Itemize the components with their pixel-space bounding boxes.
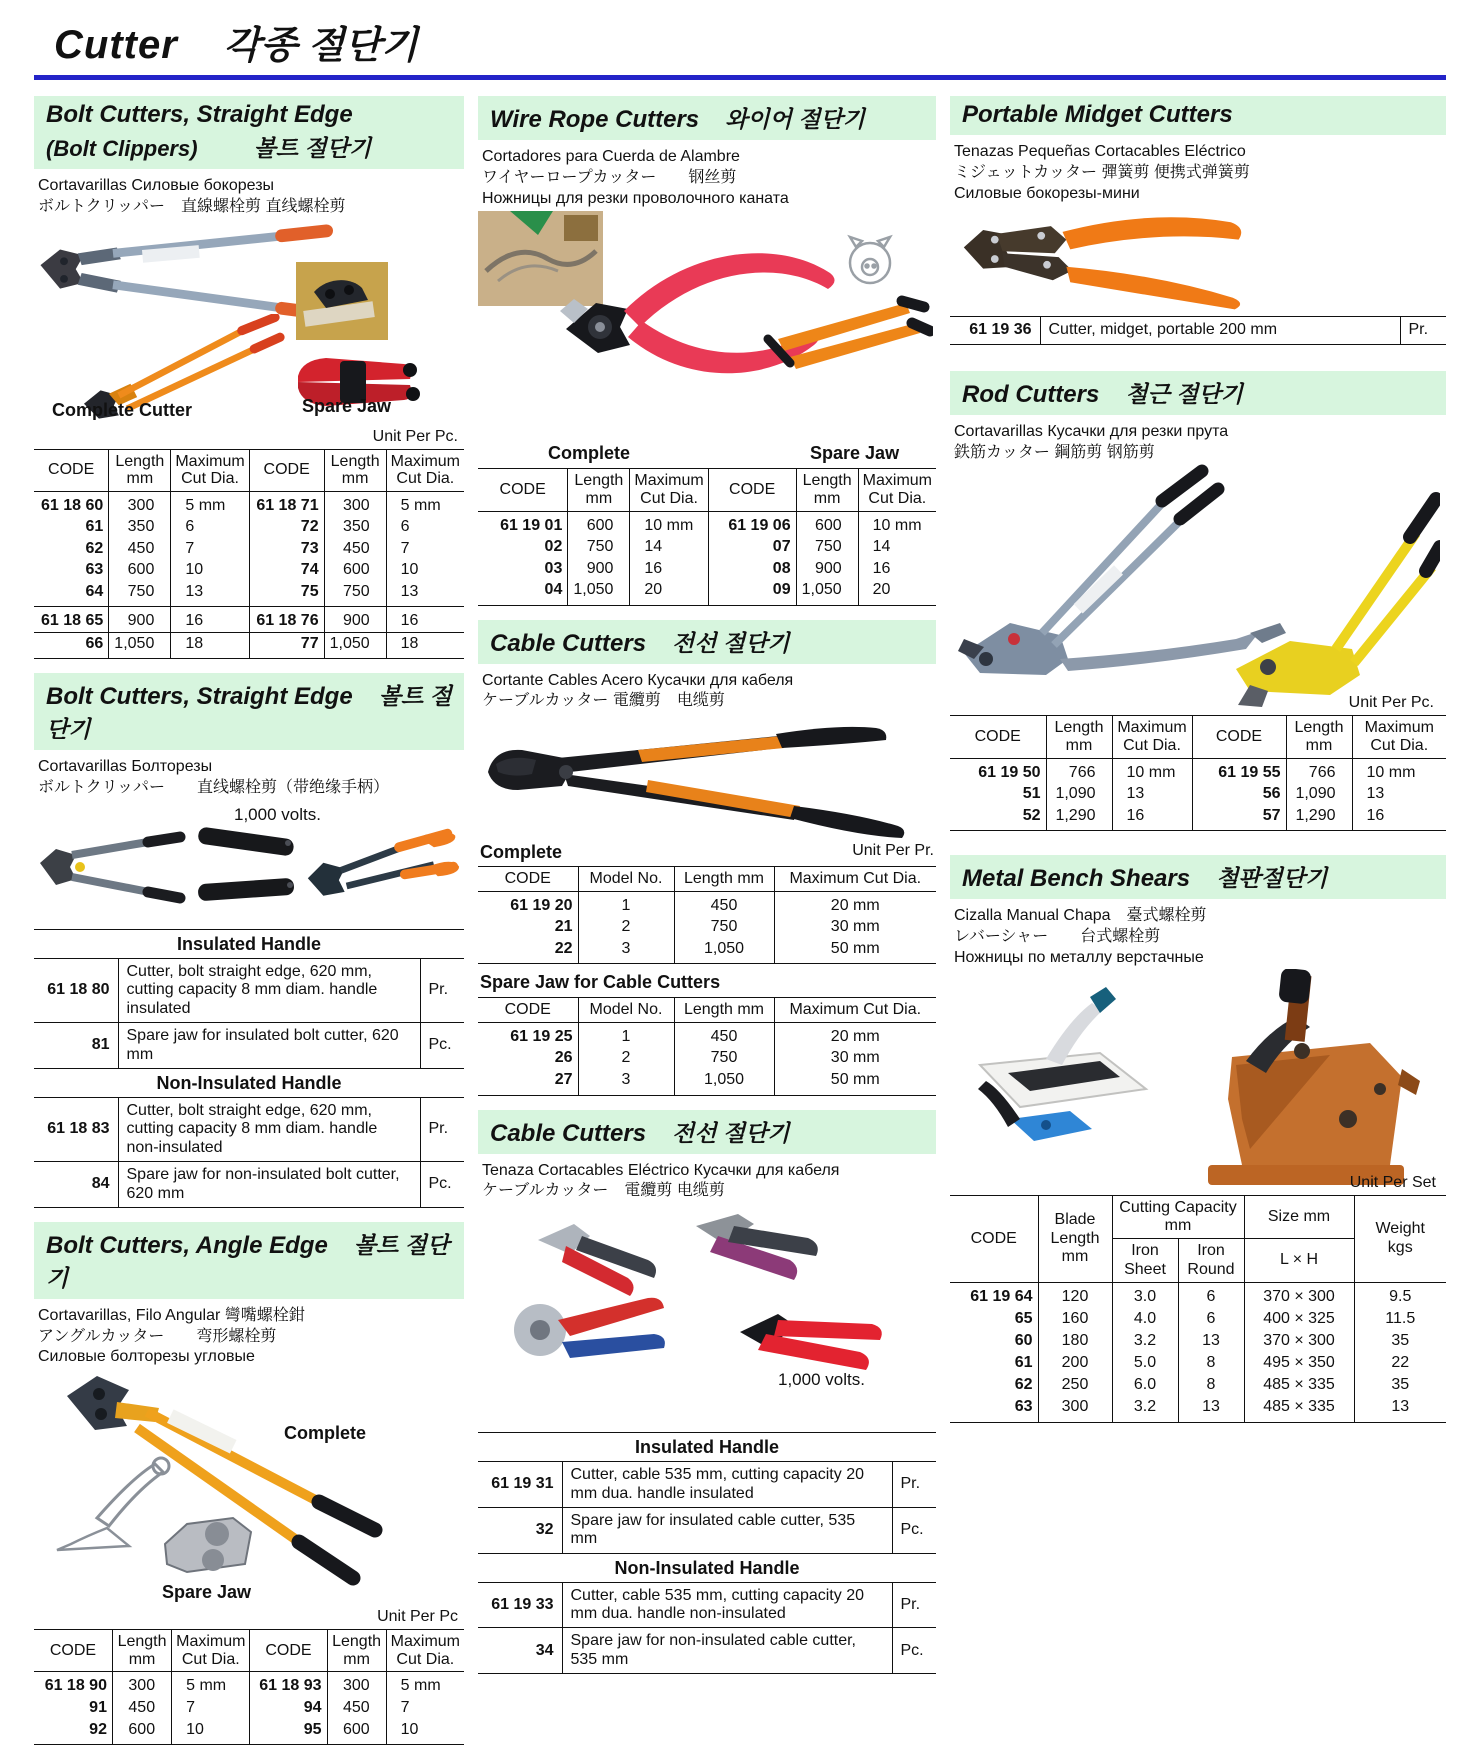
table-row: 92 600 10 95 600 10 [34, 1719, 464, 1745]
table-row: 62 250 6.0 8 485 × 335 35 [950, 1374, 1446, 1396]
language-lines: Cortavarillas Кусачки для резки прута 鉄筋カッター 鋼筋剪 钢筋剪 [954, 422, 1229, 461]
wire-rope-cutter-illustration [478, 211, 933, 441]
table-row: 34 Spare jaw for non-insulated cable cutter, 535 mm Pc. [478, 1628, 936, 1674]
page-title-ko: 각종 절단기 [223, 25, 418, 67]
table-row: 21 2 750 30 mm [478, 916, 936, 938]
voltage-note: 1,000 volts. [778, 1370, 865, 1390]
section-banner: Cable Cutters 전선 절단기 [478, 620, 936, 664]
non-insulated-handle-heading: Non-Insulated Handle [614, 1557, 800, 1578]
label-complete: Complete [480, 842, 563, 863]
table-row: 04 1,050 20 09 1,050 20 [478, 579, 936, 605]
product-images [478, 1202, 936, 1424]
cable-complete-table: CODE Model No. Length mm Maximum Cut Dia. 61 19 20 1 450 20 mm 21 2 750 30 mm 22 3 1,050 50 mm [478, 866, 936, 964]
product-images [34, 1368, 464, 1606]
section-cable-cutters-1 [478, 620, 936, 1096]
table-row: 61 18 80 Cutter, bolt straight edge, 620 mm, cutting capacity 8 mm diam. handle insulated Pr. [34, 958, 464, 1022]
product-images [478, 209, 936, 441]
angle-bolt-cutter-illustration [34, 1368, 460, 1603]
section-banner: Bolt Cutters, Angle Edge 볼트 절단기 [34, 1222, 464, 1299]
table-row: 91 450 7 94 450 7 [34, 1697, 464, 1719]
label-complete: Complete [284, 1423, 367, 1444]
pig-doodle [850, 237, 890, 283]
product-images [34, 218, 464, 426]
bolt-cutter-gray-illustration [34, 224, 339, 322]
table-row: 65 160 4.0 6 400 × 325 11.5 [950, 1308, 1446, 1330]
unit-note: Unit Per Pc [377, 1608, 458, 1626]
section-cable-cutters-2 [478, 1110, 936, 1675]
language-lines: Tenazas Pequeñas Cortacables Eléctrico ミジェットカッター 彈簧剪 便携式弹簧剪 Силовые бокорезы-мини [954, 143, 1250, 202]
table-row: 61 19 33 Cutter, cable 535 mm, cutting capacity 20 mm dua. handle non-insulated Pr. [478, 1582, 936, 1628]
spare-jaw-heading: Spare Jaw for Cable Cutters [480, 972, 721, 993]
language-lines: Cortavarillas, Filo Angular 彎嘴螺栓鉗 アングルカッター 弯形螺栓剪 Силовые болторезы угловые [38, 1306, 305, 1366]
section-rod-cutters [950, 371, 1446, 831]
title-rule [34, 75, 1446, 80]
section-portable-midget-cutters [950, 96, 1446, 345]
language-lines: Cortavarillas Силовые бокорезы ボルトクリッパー 直線螺栓剪 直线螺栓剪 [38, 177, 346, 215]
rod-cutters-illustration [950, 463, 1440, 713]
label-spare-jaw: Spare Jaw [302, 395, 392, 416]
unit-note: Unit Per Pr. [852, 842, 934, 860]
table-row: 51 1,090 13 56 1,090 13 [950, 783, 1446, 805]
non-insulated-handle-table [34, 1097, 464, 1208]
image-label-row [480, 842, 934, 863]
section-banner: Wire Rope Cutters 와이어 절단기 [478, 96, 936, 140]
table-row: 61 18 65 900 16 61 18 76 900 16 [34, 607, 464, 633]
language-lines: Cizalla Manual Chapa 臺式螺栓剪 レバーシャー 台式螺栓剪 Ножницы по металлу верстачные [954, 907, 1207, 966]
product-images [950, 463, 1446, 715]
midget-table [950, 316, 1446, 344]
language-lines: Cortavarillas Болторезы ボルトクリッパー 直线螺栓剪（带绝缘手柄） [38, 758, 390, 797]
table-row: 84 Spare jaw for non-insulated bolt cutter, 620 mm Pc. [34, 1162, 464, 1208]
section-banner: Metal Bench Shears 철판절단기 [950, 855, 1446, 899]
label-complete-cutter: Complete Cutter [52, 399, 193, 420]
table-row: 61 18 60 300 5 mm 61 18 71 300 5 mm [34, 491, 464, 516]
image-labels [478, 443, 936, 464]
unit-note: Unit Per Pc. [1348, 694, 1434, 712]
wire-rope-table: CODE Length mm Maximum Cut Dia. CODE Length mm Maximum Cut Dia. 61 19 01 600 10 mm 61 19 06 600 10 mm 02 750 14 07 750 14 03 900 16 08 900 16 04 1,050 20 09 1,050 20 [478, 468, 936, 605]
table-row: 60 180 3.2 13 370 × 300 35 [950, 1330, 1446, 1352]
table-row: 32 Spare jaw for insulated cable cutter, 535 mm Pc. [478, 1507, 936, 1553]
table-row: 66 1,050 18 77 1,050 18 [34, 632, 464, 659]
label-spare-jaw: Spare Jaw [810, 443, 900, 464]
table-row: 61 19 31 Cutter, cable 535 mm, cutting capacity 20 mm dua. handle insulated Pr. [478, 1462, 936, 1508]
section-banner [34, 96, 464, 169]
label-spare-jaw: Spare Jaw [162, 1582, 252, 1603]
bolt-straight-table: CODE Length mm Maximum Cut Dia. CODE Length mm Maximum Cut Dia. 61 18 60 300 5 mm 61 18 71 300 5 mm 61 350 6 72 350 6 62 450 7 73 450 7 63 600 10 74 600 10 64 750 13 75 750 13 61 18 65 900 16 61 18 76 900 16 66 1,050 18 77 1,050 18 [34, 449, 464, 660]
language-lines: Tenaza Cortacables Eléctrico Кусачки для кабеля ケーブルカッター 電纜剪 电缆剪 [482, 1161, 840, 1200]
divider-rule [34, 929, 464, 930]
table-row: 63 600 10 74 600 10 [34, 559, 464, 581]
table-row: 22 3 1,050 50 mm [478, 938, 936, 964]
section-title: Bolt Cutters, Straight Edge [46, 101, 353, 128]
insulated-handle-table [34, 958, 464, 1069]
table-row: 03 900 16 08 900 16 [478, 558, 936, 580]
table-row: 62 450 7 73 450 7 [34, 538, 464, 560]
table-row: 63 300 3.2 13 485 × 335 13 [950, 1396, 1446, 1423]
product-images [950, 204, 1446, 316]
section-bolt-cutters-straight-edge-1 [34, 96, 464, 659]
section-bolt-cutters-straight-edge-2 [34, 673, 464, 1208]
table-row: 61 19 20 1 450 20 mm [478, 891, 936, 916]
table-row: 26 2 750 30 mm [478, 1047, 936, 1069]
table-row: 61 19 25 1 450 20 mm [478, 1022, 936, 1047]
product-images [478, 712, 936, 840]
table-row: 61 200 5.0 8 495 × 350 22 [950, 1352, 1446, 1374]
bench-shears-table: CODE Blade Length mm Cutting Capacity mm Size mm Weight kgs Iron Sheet Iron Round L × H 61 19 64 120 3.0 6 370 × 300 9.5 65 160 4.0 6 400 × 325 11.5 60 180 3.2 13 370 × 300 35 61 200 5.0 8 495 × 350 22 62 250 6.0 8 485 × 335 35 63 300 3.2 13 485 × 335 13 [950, 1195, 1446, 1424]
section-bolt-cutters-angle-edge [34, 1222, 464, 1745]
table-row: 61 19 01 600 10 mm 61 19 06 600 10 mm [478, 511, 936, 536]
table-row: 61 19 50 766 10 mm 61 19 55 766 10 mm [950, 758, 1446, 783]
insulated-cable-table [478, 1461, 936, 1554]
section-banner: Rod Cutters 철근 절단기 [950, 371, 1446, 415]
non-insulated-handle-heading: Non-Insulated Handle [156, 1072, 342, 1093]
section-banner: Bolt Cutters, Straight Edge 볼트 절단기 [34, 673, 464, 750]
angle-edge-table: CODE Length mm Maximum Cut Dia. CODE Length mm Maximum Cut Dia. 61 18 90 300 5 mm 61 18 93 300 5 mm 91 450 7 94 450 7 92 600 10 95 600 10 [34, 1629, 464, 1745]
insulated-bolt-cutter-illustration [302, 823, 462, 917]
midget-cutter-illustration [958, 206, 1258, 312]
bolt-cutter-illustration [36, 829, 186, 907]
product-images [950, 969, 1446, 1195]
section-wire-rope-cutters [478, 96, 936, 606]
cable-spare-table: CODE Model No. Length mm Maximum Cut Dia. 61 19 25 1 450 20 mm 26 2 750 30 mm 27 3 1,050 50 mm [478, 997, 936, 1095]
table-row: 52 1,290 16 57 1,290 16 [950, 805, 1446, 831]
product-images [34, 799, 464, 921]
left-column [34, 96, 464, 1759]
table-row: 61 350 6 72 350 6 [34, 516, 464, 538]
label-complete: Complete [548, 443, 631, 464]
table-row: 61 19 36 Cutter, midget, portable 200 mm Pr. [950, 317, 1446, 344]
language-lines: Cortante Cables Acero Кусачки для кабеля ケーブルカッター 電纜剪 电缆剪 [482, 671, 794, 710]
language-lines: Cortadores para Cuerda de Alambre ワイヤーロープカッター 钢丝剪 Ножницы для резки проволочного каната [482, 148, 789, 207]
table-row: 64 750 13 75 750 13 [34, 581, 464, 607]
table-row: 02 750 14 07 750 14 [478, 536, 936, 558]
rod-cutters-table: CODE Length mm Maximum Cut Dia. CODE Length mm Maximum Cut Dia. 61 19 50 766 10 mm 61 19 55 766 10 mm 51 1,090 13 56 1,090 13 52 1,290 16 57 1,290 16 [950, 715, 1446, 831]
insulated-handle-heading: Insulated Handle [176, 933, 322, 954]
divider-rule [478, 1432, 936, 1433]
non-insulated-cable-table [478, 1582, 936, 1675]
table-row: 61 19 64 120 3.0 6 370 × 300 9.5 [950, 1283, 1446, 1309]
middle-column [478, 96, 936, 1759]
table-row: 81 Spare jaw for insulated bolt cutter, 620 mm Pc. [34, 1023, 464, 1069]
table-row: 61 18 90 300 5 mm 61 18 93 300 5 mm [34, 1672, 464, 1697]
table-row: 27 3 1,050 50 mm [478, 1069, 936, 1095]
page-title-en: Cutter [54, 23, 178, 67]
section-banner: Portable Midget Cutters [950, 96, 1446, 135]
section-subtitle: (Bolt Clippers) 볼트 절단기 [46, 135, 372, 161]
unit-note: Unit Per Pc. [372, 427, 458, 445]
spare-jaw-photo [296, 262, 388, 340]
cable-cutter-illustration [478, 714, 933, 840]
section-metal-bench-shears [950, 855, 1446, 1423]
table-row: 61 18 83 Cutter, bolt straight edge, 620 mm, cutting capacity 8 mm diam. handle non-insulated Pr. [34, 1097, 464, 1161]
unit-note: Unit Per Set [1349, 1173, 1436, 1191]
section-banner: Cable Cutters 전선 절단기 [478, 1110, 936, 1154]
spare-handle-grips-illustration [192, 827, 302, 911]
insulated-handle-heading: Insulated Handle [634, 1437, 780, 1458]
right-column [950, 96, 1446, 1759]
voltage-note: 1,000 volts. [234, 804, 321, 824]
bench-shears-illustration [950, 969, 1440, 1193]
page-title [34, 14, 1446, 69]
